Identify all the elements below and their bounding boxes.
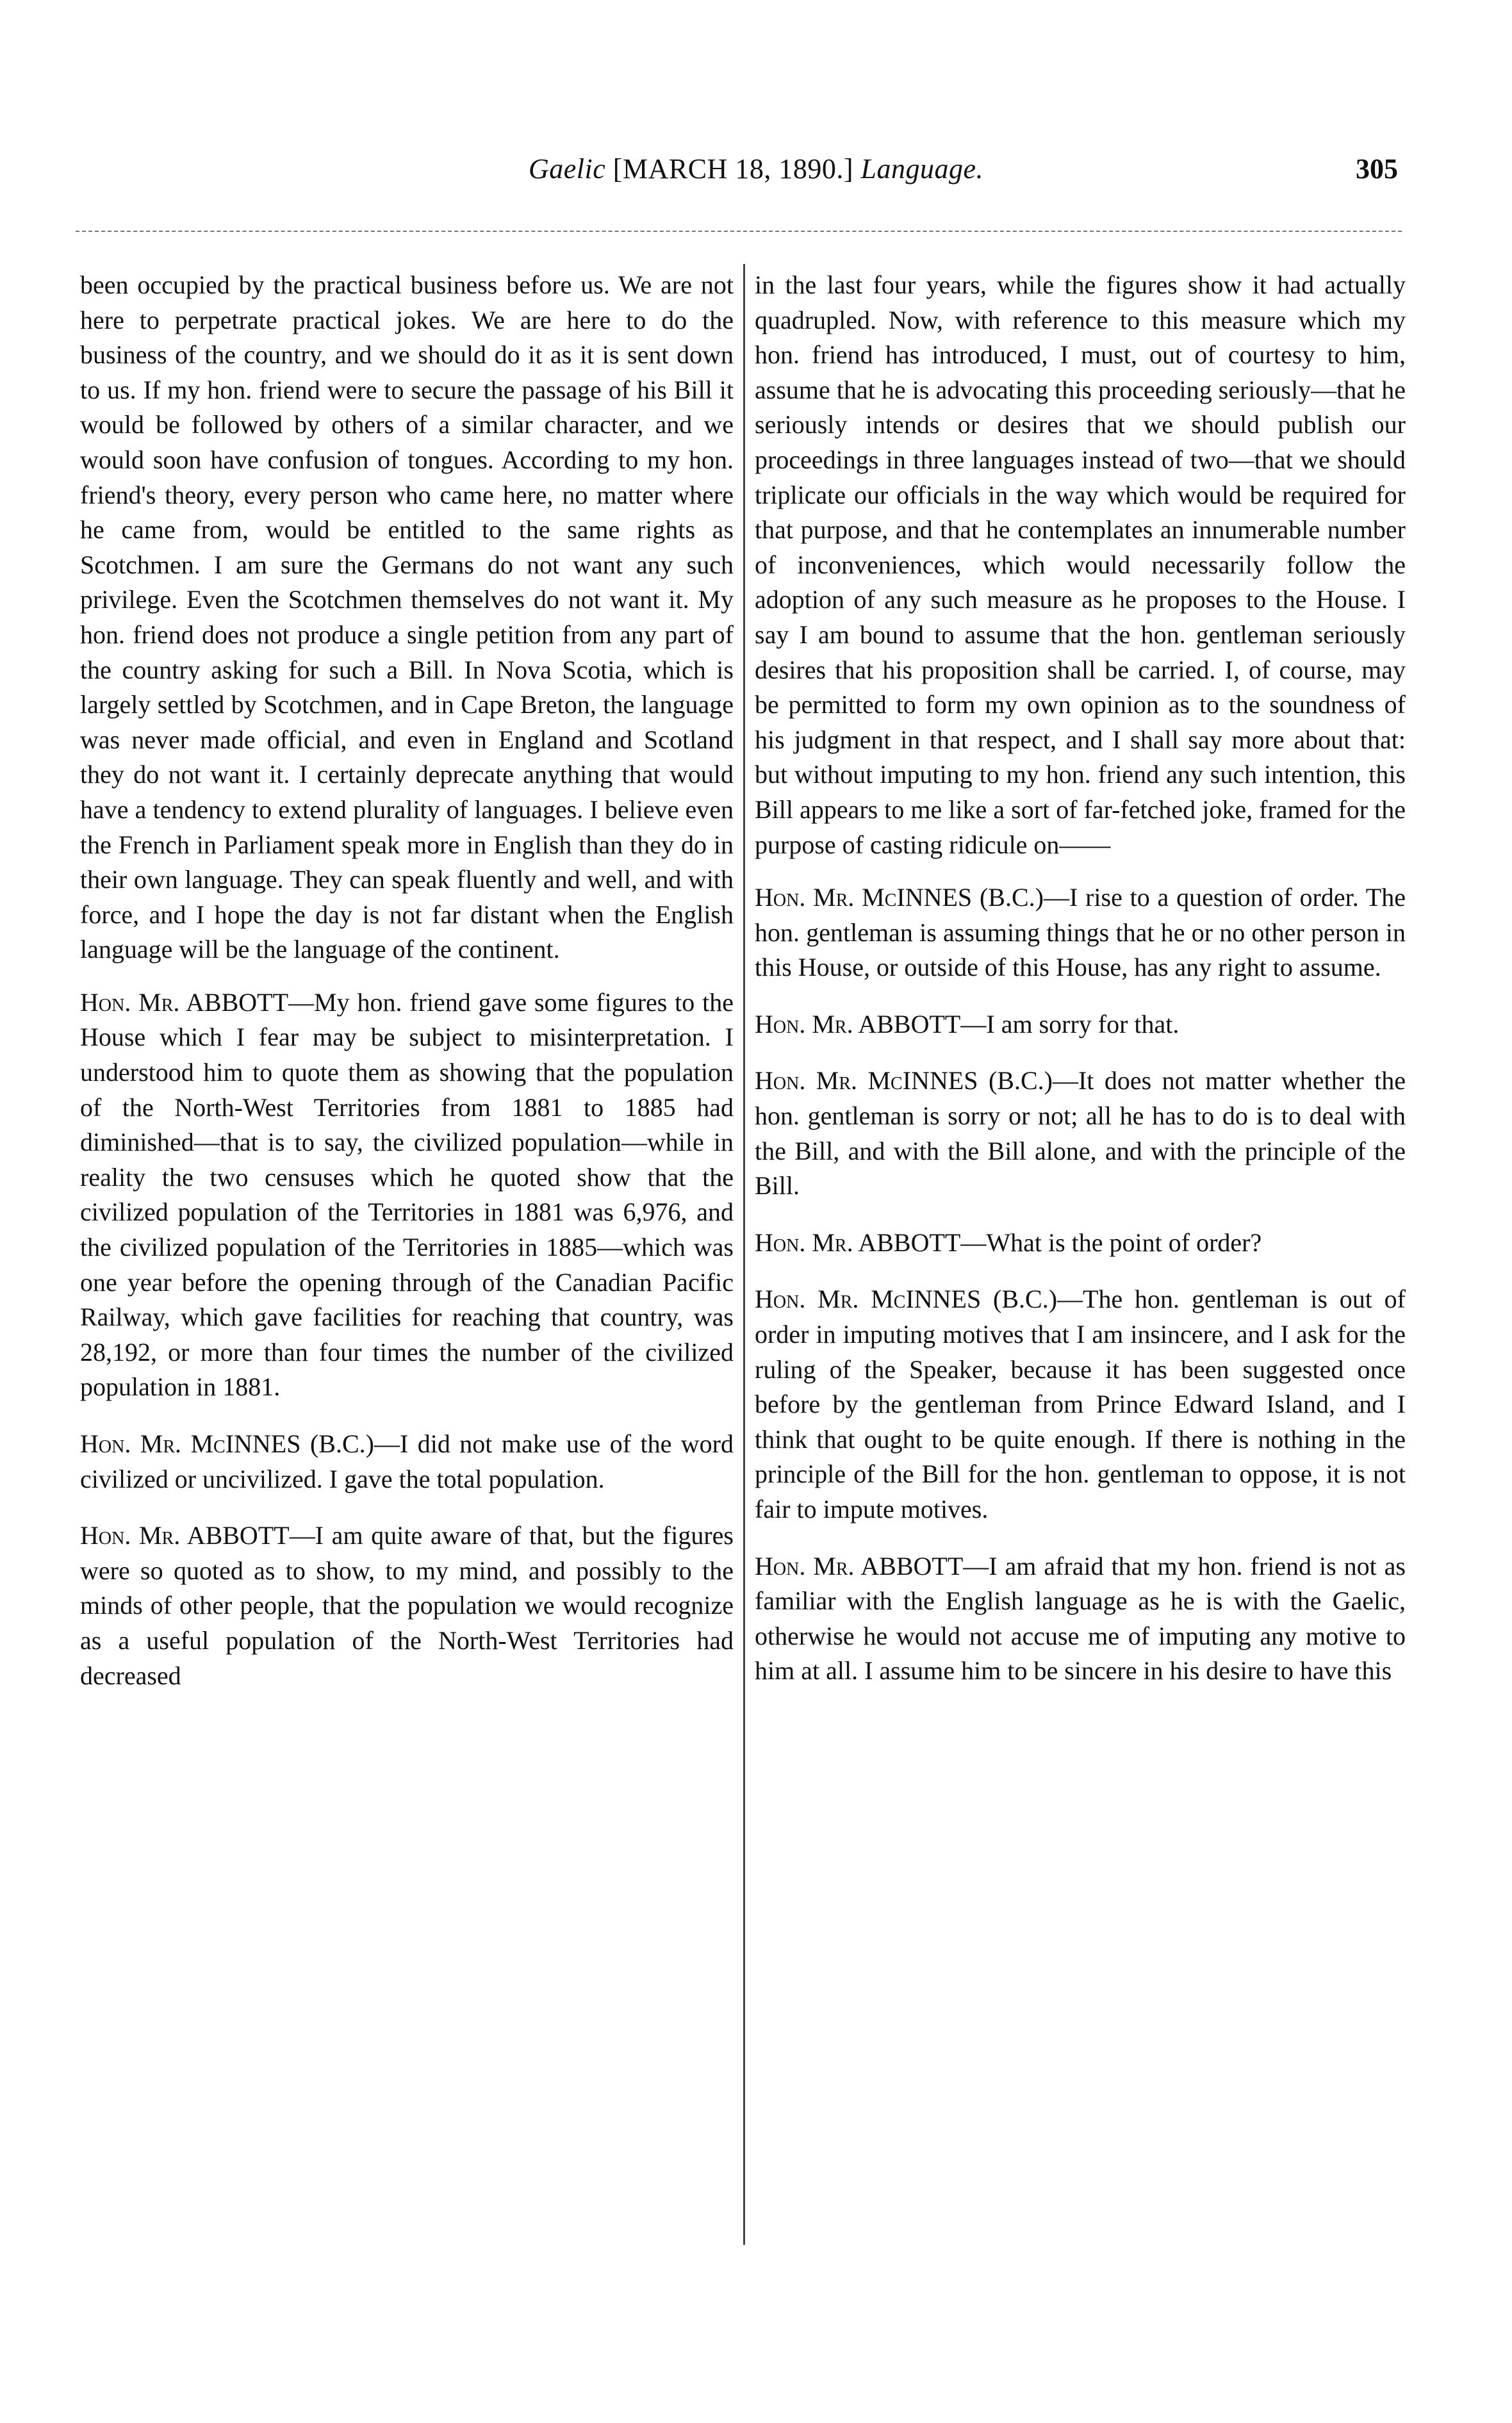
speaker-name: Hon. Mr. McINNES (B.C.) (755, 1066, 1053, 1096)
paragraph (755, 1064, 1406, 1203)
paragraph-text: —I am afraid that my hon. friend is not as familiar with the English language as he is with the Gaelic, otherwise he would not accuse me of imputing any motive to him at all. I assume him to be sincere in his desire to have this (755, 1551, 1406, 1686)
speaker-name: Hon. Mr. ABBOTT (80, 987, 289, 1017)
right-column (755, 268, 1406, 1689)
speaker-name: Hon. Mr. ABBOTT (755, 1551, 964, 1581)
paragraph-text: been occupied by the practical business before us. We are not here to perpetrate practical jokes. We are here to do the business of the country, and we should do it as it is sent down to us. If my hon. friend were to secure the passage of his Bill it would be followed by others of a similar character, and we would soon have confusion of tongues. According to my hon. friend's theory, every person who came here, no matter where he came from, would be entitled to the same rights as Scotchmen. I am sure the Germans do not want any such privilege. Even the Scotchmen themselves do not want it. My hon. friend does not produce a single petition from any part of the country asking for such a Bill. In Nova Scotia, which is largely settled by Scotchmen, and in Cape Breton, the language was never made official, and even in England and Scotland they do not want it. I certainly deprecate anything that would have a tendency to extend plurality of languages. I believe even the French in Parliament speak more in English than they do in their own language. They can speak fluently and well, and with force, and I hope the day is not far distant when the English language will be the language of the continent. (80, 270, 734, 964)
running-head-right: Language. (860, 153, 983, 185)
speaker-name: Hon. Mr. McINNES (B.C.) (755, 1285, 1058, 1314)
header-rule (76, 231, 1402, 232)
paragraph (755, 1549, 1406, 1689)
paragraph (80, 1518, 734, 1693)
paragraph (755, 880, 1406, 985)
running-head (448, 152, 1064, 185)
speaker-name: Hon. Mr. ABBOTT (80, 1521, 290, 1550)
paragraph-text: —My hon. friend gave some figures to the House which I fear may be subject to misinterpretation. I understood him to quote them as showing that the population of the North-West Territories from 1881 to 1885 had diminished—that is to say, the civilized population—while in reality the two censuses which he quoted show that the civilized population of the Territories in 1881 was 6,976, and the civilized population of the Territories in 1885—which was one year before the opening through of the Canadian Pacific Railway, which gave facilities for reaching that country, was 28,192, or more than four times the number of the civilized population in 1881. (80, 987, 734, 1402)
paragraph (755, 1226, 1406, 1261)
paragraph-text: —I rise to a question of order. The hon. gentleman is assuming things that he or no other person in this House, or outside of this House, has any right to assume. (755, 883, 1406, 982)
paragraph-text: —I am sorry for that. (960, 1009, 1179, 1039)
speaker-name: Hon. Mr. McINNES (B.C.) (80, 1429, 374, 1458)
speaker-name: Hon. Mr. ABBOTT (755, 1009, 961, 1039)
left-column (80, 268, 734, 1693)
paragraph-text: —I am quite aware of that, but the figures were so quoted as to show, to my mind, and possibly to the minds of other people, that the population we would recognize as a useful population of the North-West Territories had decreased (80, 1521, 734, 1690)
paragraph (755, 268, 1406, 862)
speaker-name: Hon. Mr. ABBOTT (755, 1228, 961, 1257)
paragraph-text: —It does not matter whether the hon. gentleman is sorry or not; all he has to do is to deal with the Bill, and with the Bill alone, and with the principle of the Bill. (755, 1066, 1406, 1201)
paragraph (80, 268, 734, 967)
paragraph (755, 1007, 1406, 1042)
running-head-date: [MARCH 18, 1890.] (612, 153, 853, 185)
paragraph-text: in the last four years, while the figures show it had actually quadrupled. Now, with reference to this measure which my hon. friend has introduced, I must, out of courtesy to him, assume that he is advocating this proceeding seriously—that he seriously intends or desires that we should publish our proceedings in three languages instead of two—that we should triplicate our officials in the way which would be required for that purpose, and that he contemplates an innumerable number of inconveniences, which would necessarily follow the adoption of any such measure as he proposes to the House. I say I am bound to assume that the hon. gentleman seriously desires that his proposition shall be carried. I, of course, may be permitted to form my own opinion as to the soundness of his judgment in that respect, and I shall say more about that: but without imputing to my hon. friend any such intention, this Bill appears to me like a sort of far-fetched joke, framed for the purpose of casting ridicule on—— (755, 270, 1406, 859)
paragraph (755, 1282, 1406, 1527)
running-head-left: Gaelic (529, 153, 606, 185)
column-divider (743, 264, 745, 2245)
paragraph (80, 1427, 734, 1497)
speaker-name: Hon. Mr. McINNES (B.C.) (755, 883, 1044, 912)
page-number: 305 (1356, 153, 1398, 185)
paragraph (80, 985, 734, 1405)
page-header (0, 152, 1512, 210)
paragraph-text: —What is the point of order? (960, 1228, 1262, 1257)
paragraph-text: —The hon. gentleman is out of order in imputing motives that I am insincere, and I ask for the ruling of the Speaker, because it has been suggested once before by the gentleman from Prince Edward Island, and I think that ought to be quite enough. If there is nothing in the principle of the Bill for the hon. gentleman to oppose, it is not fair to impute motives. (755, 1285, 1406, 1524)
paragraph-text: —I did not make use of the word civilized or uncivilized. I gave the total population. (80, 1429, 734, 1493)
